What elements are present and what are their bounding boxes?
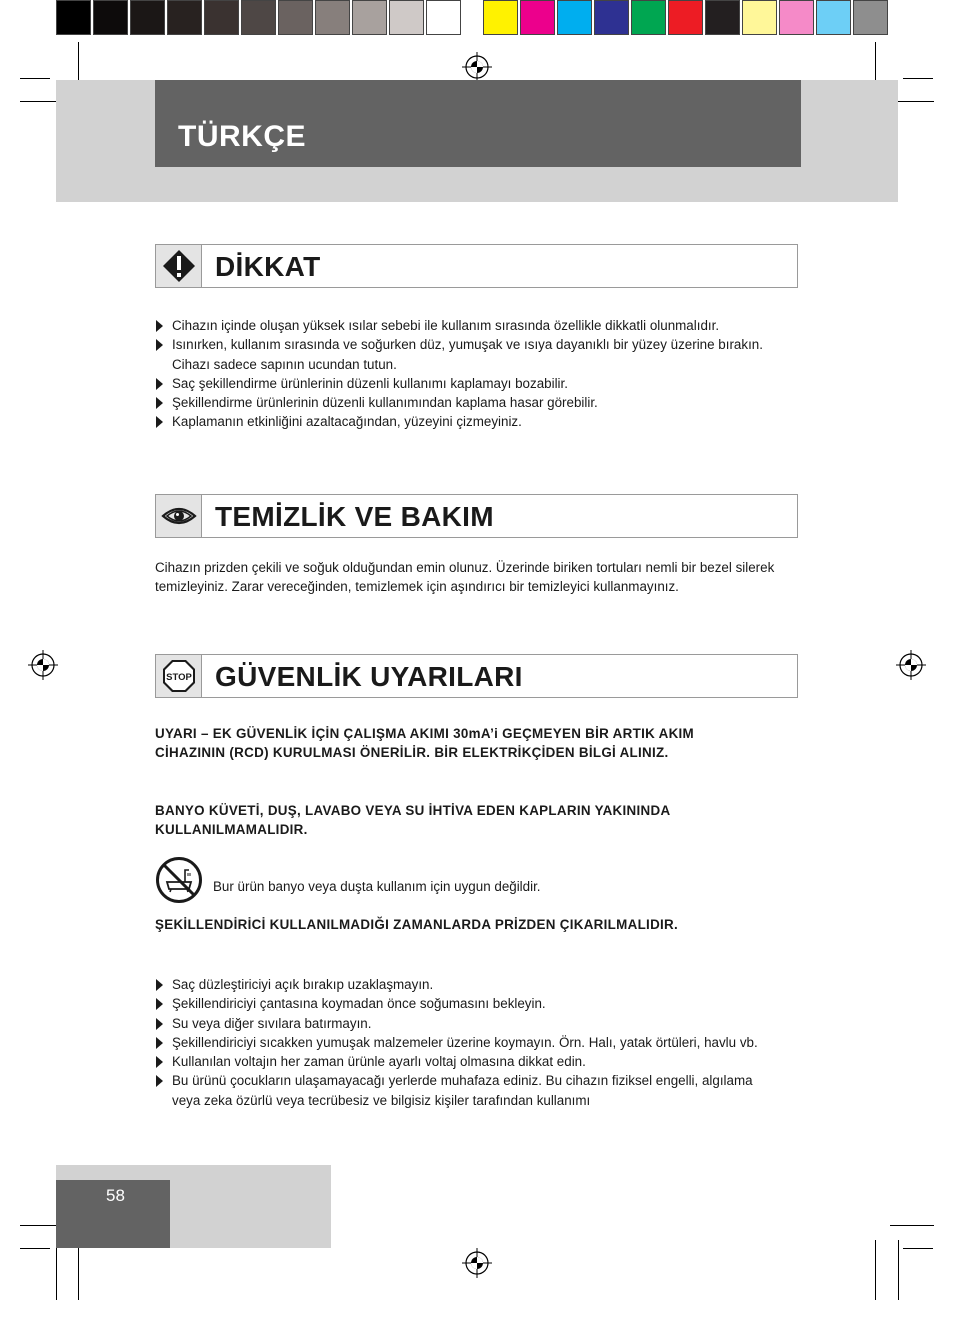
temizlik-text: Cihazın prizden çekili ve soğuk olduğundan emin olunuz. Üzerinde biriken tortuları nemli bir bezel silerek temizleyiniz. Zarar vereceğinden, temizlemek için aşındırıcı bir temizleyici kullanmayınız. bbox=[155, 560, 775, 595]
section-guvenlik-heading bbox=[155, 654, 798, 698]
list-item: Şekillendiriciyi sıcakken yumuşak malzemeler üzerine koymayın. Örn. Halı, yatak örtüleri, havlu vb. bbox=[155, 1033, 775, 1052]
crop-mark bbox=[56, 1240, 57, 1300]
crop-mark bbox=[890, 1225, 934, 1226]
section-temizlik-heading bbox=[155, 494, 798, 538]
registration-mark-icon bbox=[462, 1248, 492, 1278]
color-swatch bbox=[816, 0, 851, 35]
list-item: Su veya diğer sıvılara batırmayın. bbox=[155, 1014, 775, 1033]
color-swatch bbox=[204, 0, 239, 35]
dikkat-list bbox=[155, 316, 775, 432]
page-number: 58 bbox=[106, 1186, 125, 1205]
eye-icon-box bbox=[156, 495, 202, 537]
color-calibration-bar bbox=[483, 0, 890, 38]
list-item: Saç şekillendirme ürünlerinin düzenli kullanımı kaplamayı bozabilir. bbox=[155, 374, 775, 393]
list-item: Cihazın içinde oluşan yüksek ısılar sebebi ile kullanım sırasında özellikle dikkatli olunmalıdır. bbox=[155, 316, 775, 335]
guvenlik-list bbox=[155, 975, 775, 1110]
section-dikkat-heading bbox=[155, 244, 798, 288]
list-item: Isınırken, kullanım sırasında ve soğurken düz, yumuşak ve ısıya dayanıklı bir yüzey üzerine bırakın. Cihazı sadece sapının ucundan tutun. bbox=[155, 335, 775, 374]
color-swatch bbox=[742, 0, 777, 35]
color-swatch bbox=[241, 0, 276, 35]
color-swatch bbox=[520, 0, 555, 35]
crop-mark bbox=[898, 1240, 899, 1300]
list-item: Saç düzleştiriciyi açık bırakıp uzaklaşmayın. bbox=[155, 975, 775, 994]
section-title: GÜVENLİK UYARILARI bbox=[215, 661, 523, 692]
crop-mark bbox=[875, 1240, 876, 1300]
crop-mark bbox=[20, 78, 50, 79]
color-swatch bbox=[315, 0, 350, 35]
color-swatch bbox=[352, 0, 387, 35]
list-item: Bu ürünü çocukların ulaşamayacağı yerlerde muhafaza ediniz. Bu cihazın fiziksel engelli, algılama veya zeka özürlü veya tecrübesiz ve bilgisiz kişiler tarafından kullanımı bbox=[155, 1071, 775, 1110]
registration-mark-icon bbox=[28, 650, 58, 680]
color-swatch bbox=[557, 0, 592, 35]
color-swatch bbox=[167, 0, 202, 35]
section-title: TEMİZLİK VE BAKIM bbox=[215, 501, 494, 532]
section-title: DİKKAT bbox=[215, 251, 321, 282]
gray-calibration-bar bbox=[56, 0, 463, 38]
stop-icon bbox=[162, 659, 196, 693]
page-title: TÜRKÇE bbox=[178, 120, 306, 153]
unplug-warning: ŞEKİLLENDİRİCİ KULLANILMADIĞI ZAMANLARDA PRİZDEN ÇIKARILMALIDIR. bbox=[155, 917, 679, 932]
color-swatch bbox=[483, 0, 518, 35]
list-item: Kullanılan voltajın her zaman ürünle ayarlı voltaj olmasına dikkat edin. bbox=[155, 1052, 775, 1071]
crop-mark bbox=[20, 1248, 50, 1249]
rcd-warning: UYARI – EK GÜVENLİK İÇİN ÇALIŞMA AKIMI 30mA’i GEÇMEYEN BİR ARTIK AKIM CİHAZININ (RCD) KURULMASI ÖNERİLİR. BİR ELEKTRİKÇİDEN BİLGİ ALINIZ. bbox=[155, 726, 695, 761]
registration-mark-icon bbox=[462, 52, 492, 82]
list-item: Şekillendiriciyi çantasına koymadan önce soğumasını bekleyin. bbox=[155, 994, 775, 1013]
list-item: Kaplamanın etkinliğini azaltacağından, yüzeyini çizmeyiniz. bbox=[155, 412, 775, 431]
registration-mark-icon bbox=[896, 650, 926, 680]
warning-icon-box bbox=[156, 245, 202, 287]
color-swatch bbox=[594, 0, 629, 35]
color-swatch bbox=[278, 0, 313, 35]
list-item: Şekillendirme ürünlerinin düzenli kullanımından kaplama hasar görebilir. bbox=[155, 393, 775, 412]
color-swatch bbox=[631, 0, 666, 35]
crop-mark bbox=[78, 1240, 79, 1300]
crop-mark bbox=[903, 1248, 933, 1249]
bath-note: Bur ürün banyo veya duşta kullanım için uygun değildir. bbox=[213, 879, 541, 894]
color-swatch bbox=[389, 0, 424, 35]
color-swatch bbox=[93, 0, 128, 35]
color-swatch bbox=[853, 0, 888, 35]
no-bath-icon bbox=[155, 856, 203, 904]
eye-icon bbox=[161, 504, 197, 528]
color-swatch bbox=[705, 0, 740, 35]
color-swatch bbox=[56, 0, 91, 35]
color-swatch bbox=[668, 0, 703, 35]
stop-icon-label: STOP bbox=[165, 672, 192, 683]
warning-icon bbox=[161, 248, 197, 284]
color-swatch bbox=[426, 0, 461, 35]
color-swatch bbox=[779, 0, 814, 35]
bathtub-warning: BANYO KÜVETİ, DUŞ, LAVABO VEYA SU İHTİVA EDEN KAPLARIN YAKININDA KULLANILMAMALIDIR. bbox=[155, 803, 670, 838]
color-swatch bbox=[130, 0, 165, 35]
crop-mark bbox=[903, 78, 933, 79]
stop-icon-box bbox=[156, 655, 202, 697]
